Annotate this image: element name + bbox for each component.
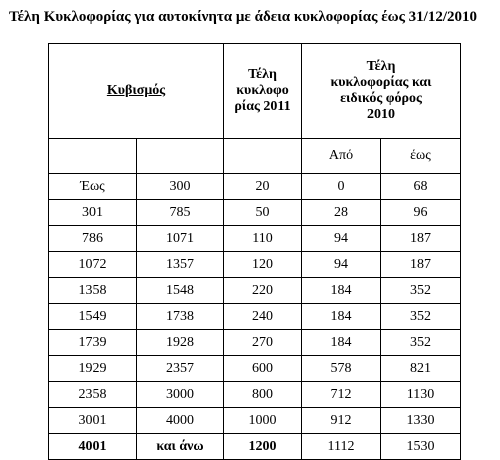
fee-2010-from-cell: 184 (302, 278, 381, 304)
cap-to-cell: 1357 (137, 252, 224, 278)
cap-from-cell: 1929 (49, 356, 137, 382)
cap-from-cell: 1739 (49, 330, 137, 356)
cap-to-cell: 300 (137, 174, 224, 200)
fee-2011-cell: 120 (224, 252, 302, 278)
table-row (49, 434, 461, 460)
table-row (49, 382, 461, 408)
fee-2010-from-cell: 184 (302, 304, 381, 330)
cap-from-cell: 1358 (49, 278, 137, 304)
table-row (49, 304, 461, 330)
cap-to-cell: 1928 (137, 330, 224, 356)
capacity-header: Κυβισμός (49, 44, 224, 139)
subheader-row (49, 139, 461, 174)
cap-from-cell: 301 (49, 200, 137, 226)
fees-table (48, 43, 461, 460)
fees-2010-header-line: Τέλη (366, 59, 396, 74)
fee-2011-cell: 600 (224, 356, 302, 382)
cap-from-cell: 786 (49, 226, 137, 252)
cap-to-cell: 785 (137, 200, 224, 226)
cap-from-cell: 3001 (49, 408, 137, 434)
cap-from-cell: 1072 (49, 252, 137, 278)
fee-2010-to-cell: 352 (381, 330, 461, 356)
cap-from-cell: 1549 (49, 304, 137, 330)
empty-cell (49, 139, 137, 174)
fee-2010-to-cell: 1130 (381, 382, 461, 408)
table-row (49, 330, 461, 356)
page-title: Τέλη Κυκλοφορίας για αυτοκίνητα με άδεια κυκλοφορίας έως 31/12/2010 (9, 9, 478, 25)
to-header: έως (381, 139, 461, 174)
fee-2011-cell: 1200 (224, 434, 302, 460)
fees-2010-header-line: 2010 (367, 107, 395, 122)
fee-2010-from-cell: 184 (302, 330, 381, 356)
fees-2011-header-line: κυκλοφο (236, 83, 289, 98)
fee-2011-cell: 50 (224, 200, 302, 226)
from-header: Από (302, 139, 381, 174)
cap-to-cell: 1071 (137, 226, 224, 252)
table-row (49, 174, 461, 200)
fee-2011-cell: 110 (224, 226, 302, 252)
fee-2010-from-cell: 28 (302, 200, 381, 226)
fees-2011-header (224, 44, 302, 139)
fee-2010-to-cell: 352 (381, 278, 461, 304)
cap-to-cell: 2357 (137, 356, 224, 382)
fee-2011-cell: 800 (224, 382, 302, 408)
table-row (49, 356, 461, 382)
cap-to-cell: 4000 (137, 408, 224, 434)
cap-to-cell: και άνω (137, 434, 224, 460)
fee-2010-from-cell: 0 (302, 174, 381, 200)
header-row (49, 44, 461, 139)
fee-2010-to-cell: 187 (381, 226, 461, 252)
fees-2010-header-line: ειδικός φόρος (340, 91, 422, 106)
fees-2011-header-line: ρίας 2011 (234, 99, 291, 114)
table-row (49, 278, 461, 304)
cap-from-cell: 4001 (49, 434, 137, 460)
cap-to-cell: 3000 (137, 382, 224, 408)
fee-2010-to-cell: 96 (381, 200, 461, 226)
fee-2010-to-cell: 821 (381, 356, 461, 382)
table-row (49, 200, 461, 226)
fee-2011-cell: 240 (224, 304, 302, 330)
cap-from-cell: Έως (49, 174, 137, 200)
fee-2010-from-cell: 1112 (302, 434, 381, 460)
fee-2010-to-cell: 352 (381, 304, 461, 330)
fee-2010-to-cell: 68 (381, 174, 461, 200)
cap-to-cell: 1738 (137, 304, 224, 330)
fees-2010-header (302, 44, 461, 139)
fee-2010-from-cell: 94 (302, 226, 381, 252)
table-row (49, 408, 461, 434)
table-row (49, 226, 461, 252)
fees-2010-header-line: κυκλοφορίας και (330, 75, 432, 90)
fee-2011-cell: 1000 (224, 408, 302, 434)
cap-to-cell: 1548 (137, 278, 224, 304)
fee-2010-to-cell: 187 (381, 252, 461, 278)
data-rows (49, 174, 461, 460)
empty-cell (224, 139, 302, 174)
fee-2011-cell: 220 (224, 278, 302, 304)
fees-2011-header-line: Τέλη (248, 67, 277, 82)
fee-2011-cell: 270 (224, 330, 302, 356)
empty-cell (137, 139, 224, 174)
fee-2011-cell: 20 (224, 174, 302, 200)
fee-2010-from-cell: 578 (302, 356, 381, 382)
fee-2010-from-cell: 712 (302, 382, 381, 408)
cap-from-cell: 2358 (49, 382, 137, 408)
fee-2010-from-cell: 94 (302, 252, 381, 278)
fee-2010-to-cell: 1330 (381, 408, 461, 434)
fee-2010-to-cell: 1530 (381, 434, 461, 460)
fee-2010-from-cell: 912 (302, 408, 381, 434)
table-row (49, 252, 461, 278)
